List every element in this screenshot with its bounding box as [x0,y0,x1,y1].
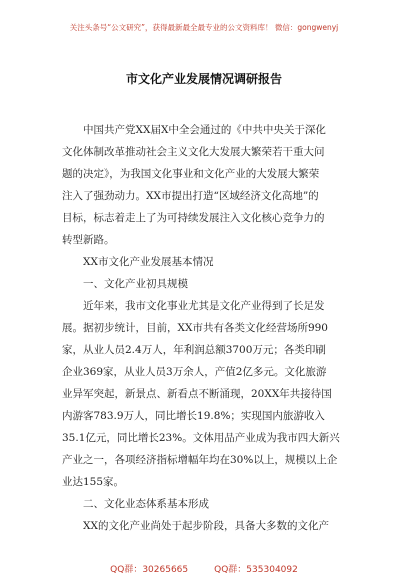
subsection-heading: 一、文化产业初具规模 [83,278,188,290]
paragraph-line: 转型新路。 [62,234,115,246]
paragraph-line: XX的文化产业尚处于起步阶段，具备大多数的文化产 [83,520,329,532]
subsection-heading: 二、文化业态体系基本形成 [83,498,209,510]
paragraph-line: 中国共产党XX届X中全会通过的《中共中央关于深化 [83,124,326,136]
paragraph-line: 家，从业人员2.4万人，年利润总额3700万元；各类印刷 [62,344,326,356]
paragraph-line: 题的决定》，为我国文化事业和文化产业的大发展大繁荣 [62,168,320,180]
paragraph-line: 业达155家。 [62,476,125,488]
paragraph-line: 注入了强劲动力。XX市提出打造“区域经济文化高地”的 [62,190,319,202]
qq-group-2: QQ群：535304092 [214,565,298,575]
paragraph-line: 近年来，我市文化事业尤其是文化产业得到了长足发 [83,300,325,312]
footer-contact [0,562,408,575]
section-heading: XX市文化产业发展基本情况 [83,256,214,268]
paragraph-line: 业异军突起，新景点、新看点不断涌现，20XX年共接待国 [62,388,332,400]
document-body [62,119,362,537]
paragraph-line: 展。据初步统计，目前，XX市共有各类文化经营场所990 [62,322,328,334]
paragraph-line: 目标，标志着走上了为可持续发展注入文化核心竞争力的 [62,212,325,224]
paragraph-line: 35.1亿元，同比增长23%。文体用品产业成为我市四大新兴 [62,432,340,444]
paragraph-line: 文化体制改革推动社会主义文化大发展大繁荣若干重大问 [62,146,325,158]
header-promo-note: 关注头条号“公文研究”，获得最新最全最专业的公文资料库！ 微信：gongwenyj [69,23,339,32]
qq-group-1: QQ群：30265665 [110,565,189,575]
paragraph-line: 产业之一，各项经济指标增幅年均在30%以上，规模以上企 [62,454,338,466]
paragraph-line: 内游客783.9万人，同比增长19.8%；实现国内旅游收入 [62,410,325,422]
document-title: 市文化产业发展情况调研报告 [125,72,282,86]
paragraph-line: 企业369家，从业人员3万余人，产值2亿多元。文化旅游 [62,366,327,378]
